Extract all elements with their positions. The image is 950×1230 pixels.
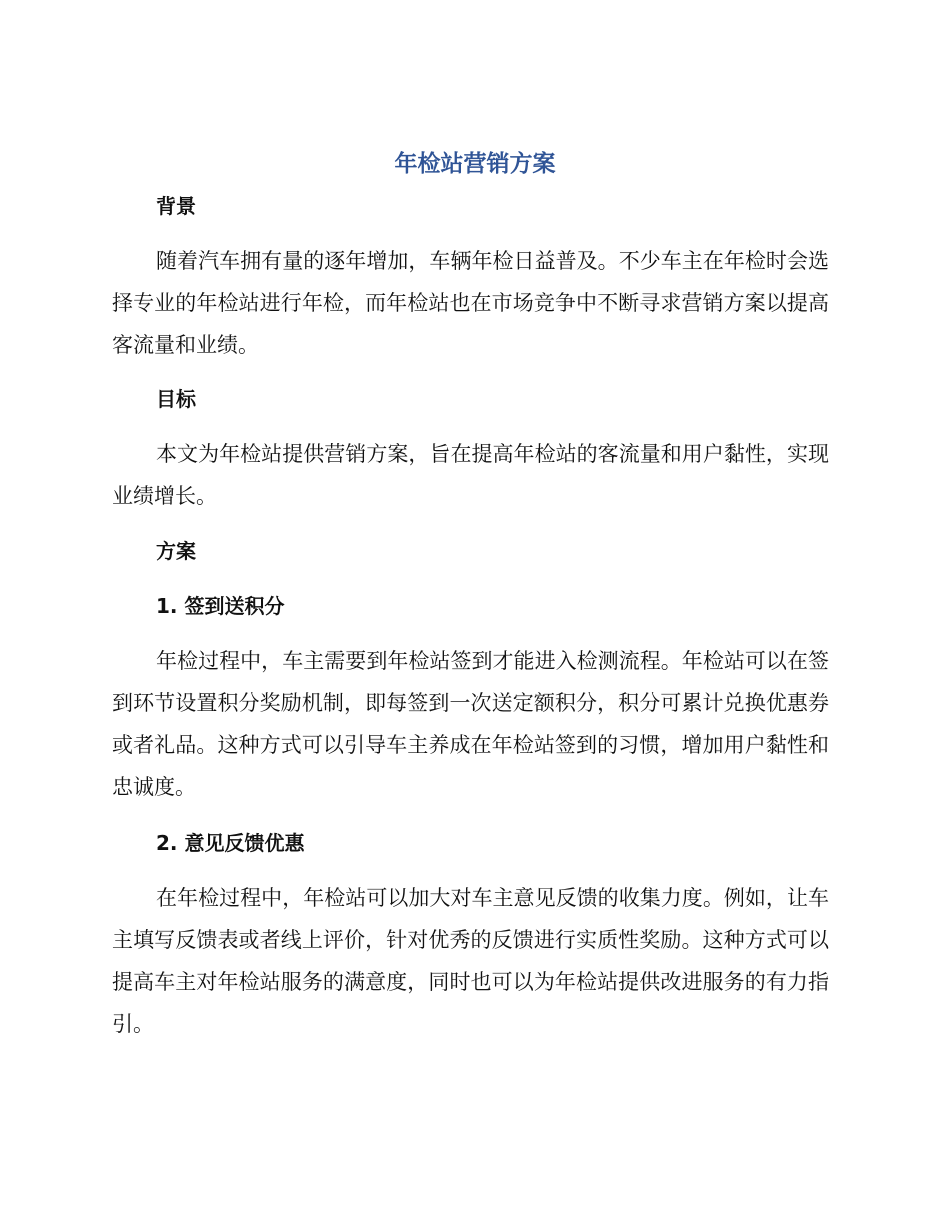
section-heading-checkin-points: 1. 签到送积分 xyxy=(156,594,285,618)
section-heading-plan: 方案 xyxy=(156,539,196,563)
section-paragraph-checkin-points: 年检过程中，车主需要到年检站签到才能进入检测流程。年检站可以在签到环节设置积分奖励机制，即每签到一次送定额积分，积分可累计兑换优惠券或者礼品。这种方式可以引导车主养成在年检站签到的习惯，增加用户黏性和忠诚度。 xyxy=(112,649,829,799)
section-paragraph-feedback-discount: 在年检过程中，年检站可以加大对车主意见反馈的收集力度。例如，让车主填写反馈表或者线上评价，针对优秀的反馈进行实质性奖励。这种方式可以提高车主对年检站服务的满意度，同时也可以为年检站提供改进服务的有力指引。 xyxy=(112,886,829,1036)
section-heading-background: 背景 xyxy=(156,194,196,218)
section-heading-goal: 目标 xyxy=(156,387,196,411)
document-title: 年检站营销方案 xyxy=(394,151,556,177)
section-paragraph-background: 随着汽车拥有量的逐年增加，车辆年检日益普及。不少车主在年检时会选择专业的年检站进行年检，而年检站也在市场竞争中不断寻求营销方案以提高客流量和业绩。 xyxy=(112,249,829,357)
section-heading-feedback-discount: 2. 意见反馈优惠 xyxy=(156,831,305,855)
section-paragraph-goal: 本文为年检站提供营销方案，旨在提高年检站的客流量和用户黏性，实现业绩增长。 xyxy=(112,442,829,508)
